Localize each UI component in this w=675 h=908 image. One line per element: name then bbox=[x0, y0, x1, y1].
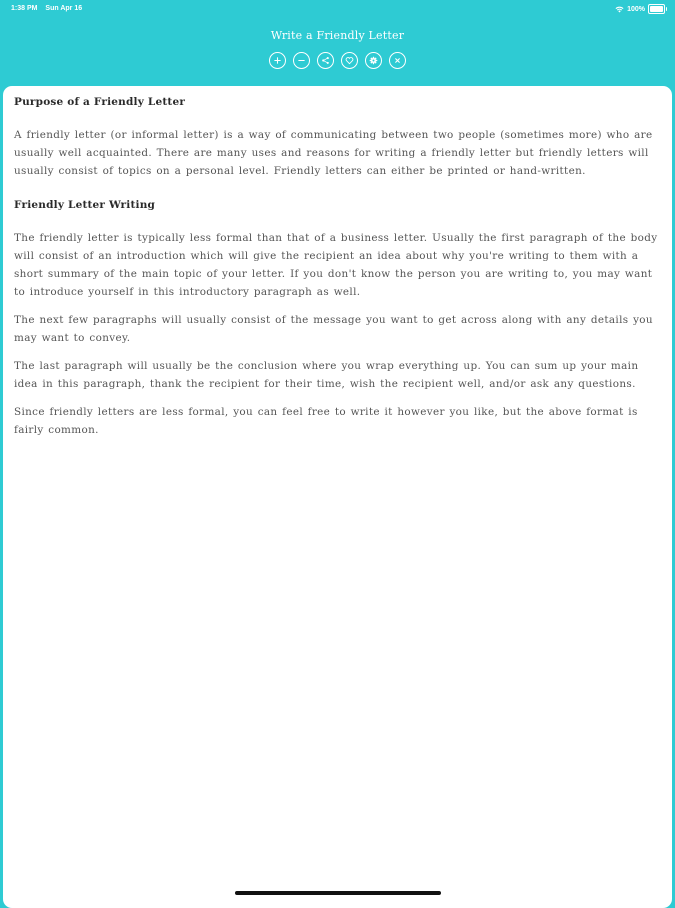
minus-icon bbox=[297, 56, 306, 65]
status-right bbox=[615, 4, 665, 14]
increase-text-button[interactable] bbox=[269, 52, 286, 69]
wifi-icon bbox=[615, 6, 624, 13]
section-title-purpose: Purpose of a Friendly Letter bbox=[14, 96, 186, 108]
article-paragraph: The next few paragraphs will usually consist of the message you want to get across along with any details you may want to convey. bbox=[14, 314, 653, 344]
page-title: Write a Friendly Letter bbox=[270, 29, 405, 42]
toolbar bbox=[0, 52, 675, 69]
close-button[interactable] bbox=[389, 52, 406, 69]
share-button[interactable] bbox=[317, 52, 334, 69]
close-icon bbox=[393, 56, 402, 65]
article-paragraph: Since friendly letters are less formal, you can feel free to write it however you like, but the above format is fairly common. bbox=[14, 406, 638, 436]
battery-icon bbox=[648, 4, 665, 14]
favorite-button[interactable] bbox=[341, 52, 358, 69]
share-icon bbox=[321, 56, 330, 65]
gear-icon bbox=[369, 56, 378, 65]
heart-icon bbox=[345, 56, 354, 65]
settings-button[interactable] bbox=[365, 52, 382, 69]
article-paragraph: The friendly letter is typically less formal than that of a business letter. Usually the first paragraph of the body will consist of an introduction which will give the recipient an idea about why you're writing to them with a short summary of the main topic of your letter. If you don't know the person you are writing to, you may want to introduce yourself in this introductory paragraph as well. bbox=[14, 232, 658, 298]
battery-percent: 100% bbox=[627, 5, 645, 13]
article-paragraph: A friendly letter (or informal letter) is a way of communicating between two people (sometimes more) who are usually well acquainted. There are many uses and reasons for writing a friendly letter but friendly letters will usually consist of topics on a personal level. Friendly letters can either be printed or hand-written. bbox=[14, 129, 653, 177]
section-title-writing: Friendly Letter Writing bbox=[14, 199, 156, 211]
status-bar bbox=[0, 0, 675, 18]
home-indicator[interactable] bbox=[235, 891, 441, 895]
plus-icon bbox=[273, 56, 282, 65]
status-time: 1:38 PM bbox=[11, 5, 38, 12]
status-left bbox=[11, 5, 82, 12]
article-card[interactable] bbox=[3, 86, 672, 908]
status-date: Sun Apr 16 bbox=[45, 5, 83, 12]
decrease-text-button[interactable] bbox=[293, 52, 310, 69]
article-paragraph: The last paragraph will usually be the conclusion where you wrap everything up. You can sum up your main idea in this paragraph, thank the recipient for their time, wish the recipient well, and/or ask any questions. bbox=[14, 360, 639, 390]
